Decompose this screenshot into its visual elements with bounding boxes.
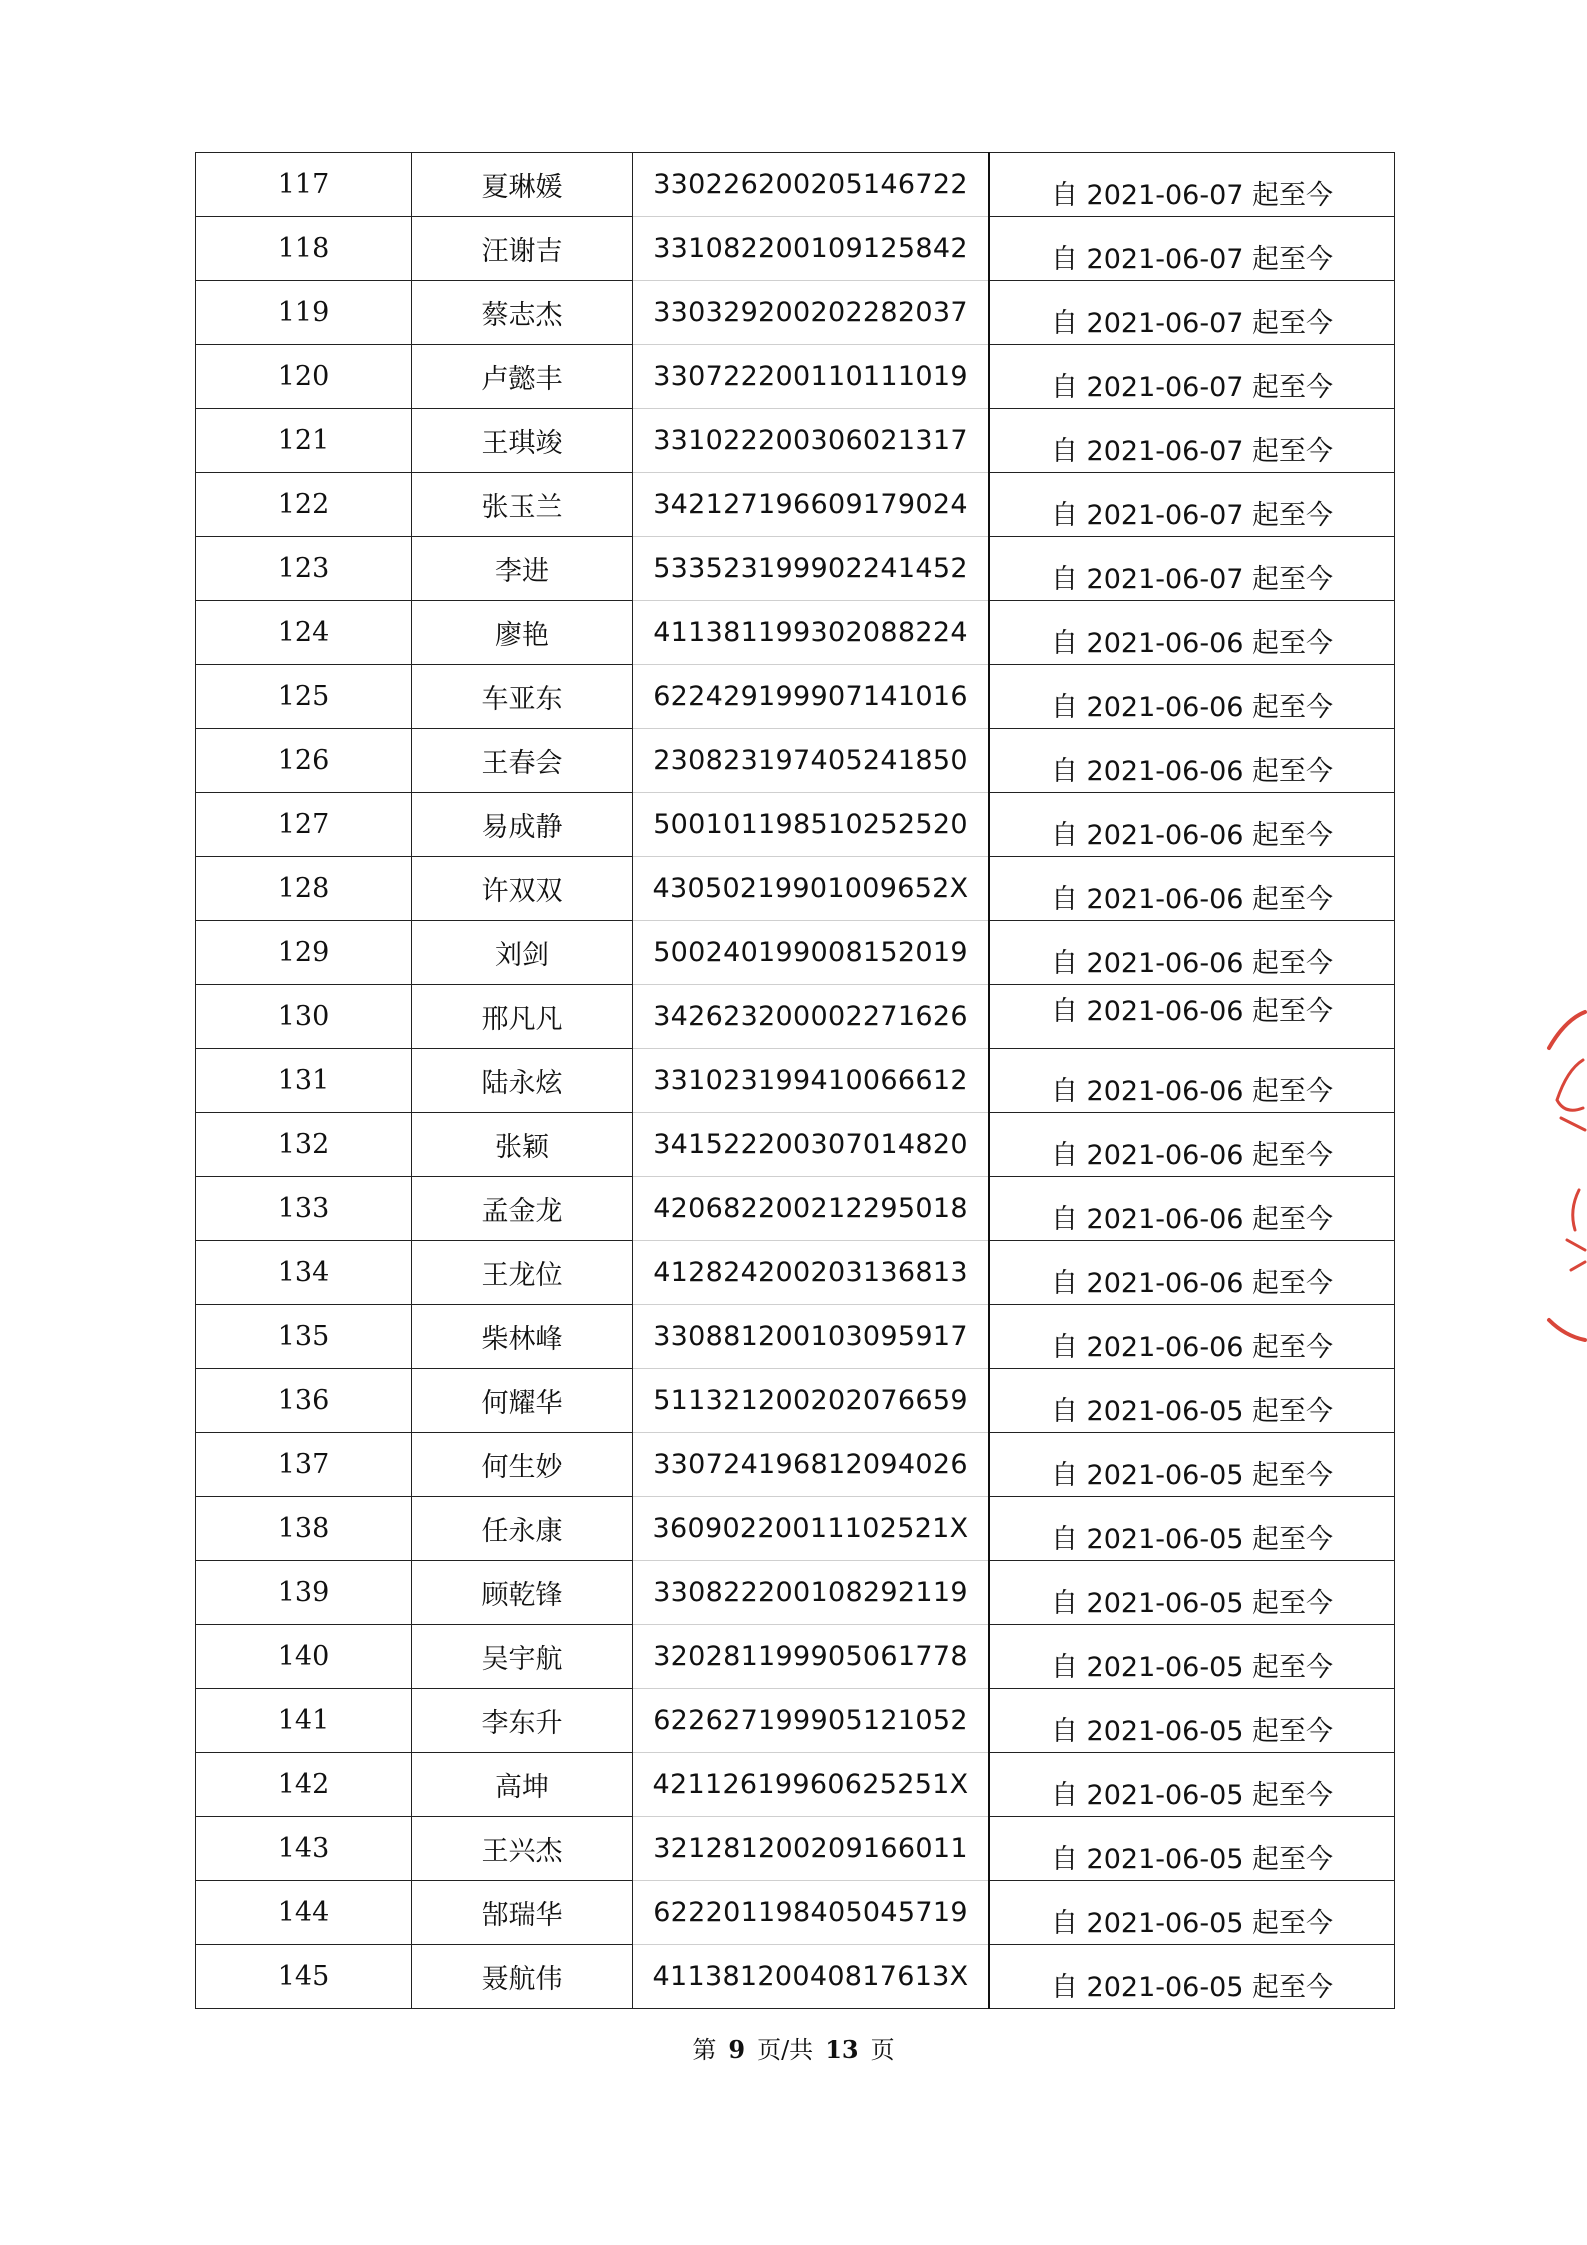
person-name: 顾乾锋 [481,1580,563,1611]
table-row [196,601,1395,665]
person-name-cell [412,281,633,345]
footer-middle: 页/共 [757,2036,814,2064]
employment-period: 自 2021-06-06 起至今 [1050,628,1334,659]
person-name: 刘剑 [495,940,549,971]
employment-period: 自 2021-06-07 起至今 [1050,180,1334,211]
id-number: 622627199905121052 [653,1705,968,1736]
employment-period-cell [989,473,1395,537]
id-number-cell [633,1817,990,1881]
person-name-cell [412,729,633,793]
table-row [196,1049,1395,1113]
id-number: 342623200002271626 [653,1001,968,1032]
employment-period-cell [989,1561,1395,1625]
person-name-cell [412,1369,633,1433]
id-number: 321281200209166011 [653,1833,968,1864]
employment-period: 自 2021-06-06 起至今 [1050,1076,1334,1107]
employment-period-cell [989,1625,1395,1689]
row-index-cell [196,1241,412,1305]
id-number: 500101198510252520 [653,809,968,840]
employment-period-cell [989,217,1395,281]
row-index: 144 [277,1897,330,1928]
person-name-cell [412,1241,633,1305]
employment-period-cell [989,793,1395,857]
employment-period-cell [989,601,1395,665]
table-row [196,1305,1395,1369]
employment-period-cell [989,1305,1395,1369]
row-index-cell [196,1497,412,1561]
id-number-cell [633,1113,990,1177]
row-index-cell [196,1561,412,1625]
person-name: 王龙位 [481,1260,563,1291]
row-index: 145 [277,1961,330,1992]
person-name: 孟金龙 [481,1196,563,1227]
id-number: 330822200108292119 [653,1577,968,1608]
table-row [196,409,1395,473]
person-name: 邢凡凡 [481,1004,563,1035]
row-index-cell [196,153,412,217]
row-index-cell [196,1177,412,1241]
id-number-cell [633,1689,990,1753]
employment-period-cell [989,1753,1395,1817]
person-name-cell [412,1049,633,1113]
person-name: 王春会 [481,748,563,779]
employment-period: 自 2021-06-06 起至今 [1050,1268,1334,1299]
employment-period: 自 2021-06-06 起至今 [1050,996,1334,1027]
table-row [196,1945,1395,2009]
employment-period-cell [989,1689,1395,1753]
employment-period: 自 2021-06-05 起至今 [1050,1780,1334,1811]
table-row [196,281,1395,345]
person-name: 聂航伟 [481,1964,563,1995]
person-name-cell [412,153,633,217]
person-name-cell [412,1817,633,1881]
table-row [196,1561,1395,1625]
table-row [196,1881,1395,1945]
employment-period: 自 2021-06-07 起至今 [1050,308,1334,339]
person-name: 蔡志杰 [481,300,563,331]
row-index-cell [196,857,412,921]
employment-period-cell [989,1881,1395,1945]
seal-stroke [1561,1118,1585,1130]
id-number: 331023199410066612 [653,1065,968,1096]
person-name: 何生妙 [481,1452,563,1483]
person-name-cell [412,1561,633,1625]
person-name-cell [412,857,633,921]
table-row [196,1497,1395,1561]
row-index-cell [196,601,412,665]
row-index-cell [196,409,412,473]
person-name-cell [412,217,633,281]
employment-period: 自 2021-06-07 起至今 [1050,564,1334,595]
person-name-cell [412,1177,633,1241]
row-index-cell [196,281,412,345]
person-name: 高坤 [495,1772,549,1803]
id-number-cell [633,217,990,281]
row-index-cell [196,921,412,985]
row-index: 140 [277,1641,330,1672]
row-index: 138 [277,1513,330,1544]
person-name-cell [412,345,633,409]
table-row [196,345,1395,409]
employment-period-cell [989,1049,1395,1113]
row-index-cell [196,1113,412,1177]
row-index: 127 [277,809,330,840]
employment-period: 自 2021-06-07 起至今 [1050,244,1334,275]
row-index-cell [196,665,412,729]
table-row [196,729,1395,793]
id-number: 331082200109125842 [653,233,968,264]
id-number-cell [633,473,990,537]
roster-table [195,152,1395,2009]
employment-period-cell [989,1369,1395,1433]
table-row [196,1433,1395,1497]
id-number-cell [633,1753,990,1817]
id-number-cell [633,1497,990,1561]
row-index: 136 [277,1385,330,1416]
seal-stroke [1567,1240,1585,1270]
employment-period: 自 2021-06-05 起至今 [1050,1524,1334,1555]
row-index: 128 [277,873,330,904]
person-name-cell [412,1881,633,1945]
employment-period-cell [989,665,1395,729]
person-name: 夏琳媛 [481,172,563,203]
id-number-cell [633,1241,990,1305]
person-name: 何耀华 [481,1388,563,1419]
employment-period-cell [989,1177,1395,1241]
id-number-cell [633,1049,990,1113]
employment-period: 自 2021-06-05 起至今 [1050,1908,1334,1939]
person-name-cell [412,601,633,665]
row-index-cell [196,1689,412,1753]
employment-period-cell [989,1113,1395,1177]
row-index-cell [196,1369,412,1433]
table-row [196,1177,1395,1241]
table-row [196,921,1395,985]
person-name-cell [412,1689,633,1753]
id-number: 330724196812094026 [653,1449,968,1480]
employment-period-cell [989,1241,1395,1305]
row-index-cell [196,793,412,857]
id-number-cell [633,537,990,601]
table-row [196,1241,1395,1305]
row-index: 135 [277,1321,330,1352]
table-row [196,1113,1395,1177]
id-number-cell [633,857,990,921]
row-index: 117 [277,169,330,200]
row-index-cell [196,985,412,1049]
person-name-cell [412,1433,633,1497]
person-name-cell [412,1305,633,1369]
row-index: 124 [277,617,330,648]
person-name: 李进 [495,556,549,587]
row-index: 139 [277,1577,330,1608]
employment-period: 自 2021-06-06 起至今 [1050,884,1334,915]
table-row [196,1625,1395,1689]
table-row [196,1369,1395,1433]
table-row [196,665,1395,729]
person-name: 柴林峰 [481,1324,563,1355]
row-index: 137 [277,1449,330,1480]
person-name: 吴宇航 [481,1644,563,1675]
id-number: 342127196609179024 [653,489,968,520]
person-name-cell [412,793,633,857]
person-name-cell [412,1497,633,1561]
row-index-cell [196,1945,412,2009]
id-number-cell [633,793,990,857]
id-number-cell [633,345,990,409]
employment-period: 自 2021-06-05 起至今 [1050,1716,1334,1747]
employment-period: 自 2021-06-06 起至今 [1050,1204,1334,1235]
row-index: 119 [277,297,330,328]
id-number: 330226200205146722 [653,169,968,200]
id-number-cell [633,1433,990,1497]
employment-period-cell [989,921,1395,985]
person-name-cell [412,1625,633,1689]
person-name-cell [412,1945,633,2009]
row-index: 134 [277,1257,330,1288]
employment-period: 自 2021-06-05 起至今 [1050,1396,1334,1427]
person-name: 卢懿丰 [481,364,563,395]
person-name: 王兴杰 [481,1836,563,1867]
id-number-cell [633,985,990,1049]
table-row [196,217,1395,281]
table-row [196,1753,1395,1817]
person-name: 王琪竣 [481,428,563,459]
employment-period-cell [989,985,1395,1049]
person-name: 郜瑞华 [481,1900,563,1931]
employment-period-cell [989,153,1395,217]
seal-stroke [1557,1060,1583,1110]
row-index-cell [196,217,412,281]
id-number: 330722200110111019 [653,361,968,392]
row-index-cell [196,729,412,793]
id-number: 420682200212295018 [653,1193,968,1224]
row-index: 121 [277,425,330,456]
row-index: 120 [277,361,330,392]
id-number-cell [633,665,990,729]
footer-prefix: 第 [692,2036,717,2064]
employment-period: 自 2021-06-05 起至今 [1050,1652,1334,1683]
employment-period: 自 2021-06-06 起至今 [1050,948,1334,979]
table-row [196,537,1395,601]
table-row [196,473,1395,537]
id-number-cell [633,409,990,473]
employment-period: 自 2021-06-06 起至今 [1050,692,1334,723]
id-number-cell [633,1561,990,1625]
roster-table-body [196,153,1395,2009]
row-index: 142 [277,1769,330,1800]
employment-period: 自 2021-06-06 起至今 [1050,1332,1334,1363]
table-row [196,793,1395,857]
row-index: 118 [277,233,330,264]
page-footer [0,2030,1587,2065]
id-number-cell [633,1369,990,1433]
id-number: 411381199302088224 [653,617,968,648]
person-name: 陆永炫 [481,1068,563,1099]
red-seal-stamp [1545,1000,1587,1360]
id-number: 330881200103095917 [653,1321,968,1352]
row-index: 129 [277,937,330,968]
row-index-cell [196,1305,412,1369]
person-name-cell [412,1113,633,1177]
person-name: 张玉兰 [481,492,563,523]
id-number: 412824200203136813 [653,1257,968,1288]
person-name-cell [412,537,633,601]
id-number: 42112619960625251X [652,1769,969,1800]
id-number: 330329200202282037 [653,297,968,328]
id-number: 230823197405241850 [653,745,968,776]
seal-stroke [1549,1320,1585,1340]
id-number: 43050219901009652X [652,873,969,904]
row-index: 125 [277,681,330,712]
employment-period: 自 2021-06-06 起至今 [1050,756,1334,787]
id-number: 341522200307014820 [653,1129,968,1160]
id-number: 622429199907141016 [653,681,968,712]
id-number-cell [633,921,990,985]
row-index-cell [196,1753,412,1817]
id-number-cell [633,1945,990,2009]
row-index: 132 [277,1129,330,1160]
row-index-cell [196,1625,412,1689]
id-number-cell [633,153,990,217]
employment-period-cell [989,857,1395,921]
employment-period: 自 2021-06-05 起至今 [1050,1588,1334,1619]
row-index-cell [196,1049,412,1113]
employment-period-cell [989,345,1395,409]
row-index-cell [196,1881,412,1945]
person-name-cell [412,409,633,473]
table-row [196,1817,1395,1881]
row-index-cell [196,1433,412,1497]
row-index: 131 [277,1065,330,1096]
employment-period: 自 2021-06-05 起至今 [1050,1844,1334,1875]
current-page-number: 9 [728,2035,746,2064]
id-number: 511321200202076659 [653,1385,968,1416]
total-page-count: 13 [825,2035,859,2064]
employment-period-cell [989,1433,1395,1497]
id-number-cell [633,729,990,793]
person-name: 车亚东 [481,684,563,715]
id-number: 320281199905061778 [653,1641,968,1672]
row-index-cell [196,1817,412,1881]
seal-stroke [1549,1012,1585,1048]
id-number: 36090220011102521X [652,1513,969,1544]
employment-period: 自 2021-06-07 起至今 [1050,500,1334,531]
person-name-cell [412,665,633,729]
employment-period-cell [989,1945,1395,2009]
employment-period: 自 2021-06-07 起至今 [1050,372,1334,403]
table-row [196,985,1395,1049]
person-name-cell [412,921,633,985]
row-index-cell [196,537,412,601]
id-number: 41138120040817613X [652,1961,969,1992]
employment-period-cell [989,537,1395,601]
person-name: 李东升 [481,1708,563,1739]
id-number: 622201198405045719 [653,1897,968,1928]
row-index: 130 [277,1001,330,1032]
row-index: 126 [277,745,330,776]
id-number: 331022200306021317 [653,425,968,456]
row-index-cell [196,473,412,537]
row-index: 122 [277,489,330,520]
person-name: 张颖 [495,1132,549,1163]
employment-period-cell [989,1497,1395,1561]
id-number-cell [633,601,990,665]
employment-period: 自 2021-06-06 起至今 [1050,820,1334,851]
footer-suffix: 页 [870,2036,895,2064]
table-row [196,153,1395,217]
id-number-cell [633,1177,990,1241]
id-number-cell [633,1305,990,1369]
id-number-cell [633,281,990,345]
row-index: 143 [277,1833,330,1864]
id-number: 500240199008152019 [653,937,968,968]
row-index-cell [196,345,412,409]
person-name: 易成静 [481,812,563,843]
row-index: 123 [277,553,330,584]
employment-period: 自 2021-06-05 起至今 [1050,1460,1334,1491]
person-name-cell [412,1753,633,1817]
employment-period-cell [989,1817,1395,1881]
employment-period: 自 2021-06-07 起至今 [1050,436,1334,467]
id-number-cell [633,1625,990,1689]
row-index: 141 [277,1705,330,1736]
employment-period: 自 2021-06-05 起至今 [1050,1972,1334,2003]
employment-period: 自 2021-06-06 起至今 [1050,1140,1334,1171]
person-name: 廖艳 [495,620,549,651]
table-row [196,1689,1395,1753]
employment-period-cell [989,409,1395,473]
person-name: 任永康 [481,1516,563,1547]
seal-stroke [1573,1190,1579,1230]
person-name-cell [412,473,633,537]
id-number-cell [633,1881,990,1945]
row-index: 133 [277,1193,330,1224]
person-name: 汪谢吉 [481,236,563,267]
person-name: 许双双 [481,876,563,907]
employment-period-cell [989,729,1395,793]
employment-period-cell [989,281,1395,345]
table-row [196,857,1395,921]
id-number: 533523199902241452 [653,553,968,584]
person-name-cell [412,985,633,1049]
